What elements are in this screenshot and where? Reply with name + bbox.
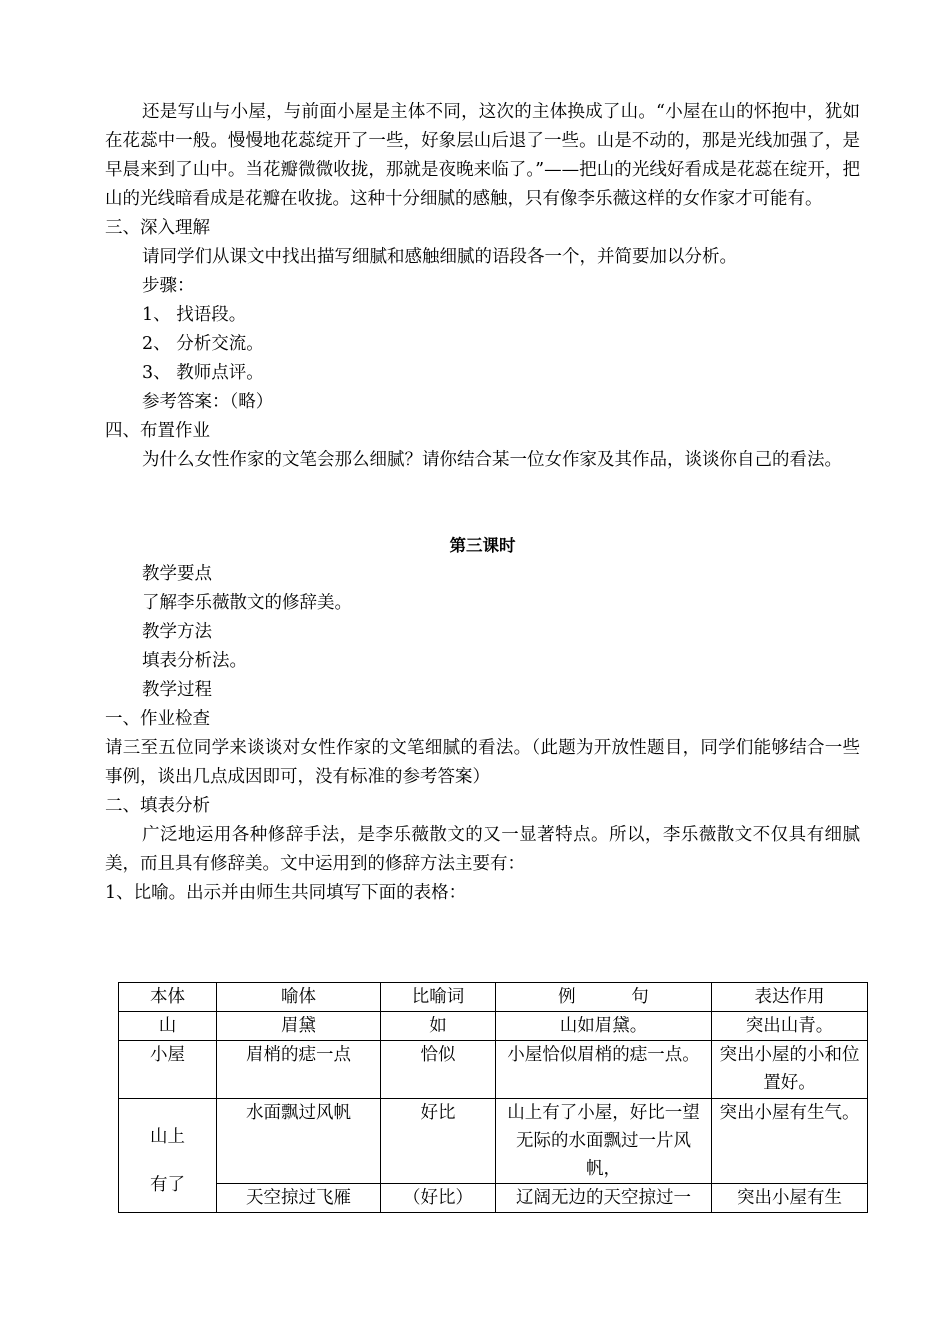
table-cell: 突出山青。 (712, 1012, 868, 1041)
table-cell-grouped (119, 1099, 217, 1213)
table-cell: 恰似 (381, 1041, 496, 1099)
table-header: 例 句 (496, 983, 712, 1012)
table-cell: 如 (381, 1012, 496, 1041)
table-cell: 山 (119, 1012, 217, 1041)
table-cell: 眉梢的痣一点 (217, 1041, 381, 1099)
homework-check-text: 请三至五位同学来谈谈对女性作家的文笔细腻的看法。（此题为开放性题目，同学们能够结合一些事例，谈出几点成因即可，没有标准的参考答案） (105, 738, 860, 787)
metaphor-item: 1、比喻。出示并由师生共同填写下面的表格： (105, 883, 467, 903)
method-label: 教学方法 (142, 622, 212, 642)
paragraph: 还是写山与小屋，与前面小屋是主体不同，这次的主体换成了山。“小屋在山的怀抱中，犹如在花蕊中一般。慢慢地花蕊绽开了一些，好象层山后退了一些。山是不动的，那是光线加强了，是早晨来到了山中。当花瓣微微收拢，那就是夜晚来临了。”——把山的光线好看成是花蕊在绽开，把山的光线暗看成是花瓣在收拢。这种十分细腻的感触，只有像李乐薇这样的女作家才可能有。 (105, 102, 860, 209)
table-cell: 水面飘过风帆 (217, 1099, 381, 1184)
section-heading: 二、填表分析 (105, 796, 210, 816)
key-points-label: 教学要点 (142, 564, 212, 584)
document-body (105, 98, 860, 908)
grouped-subject-line: 山上 (150, 1127, 185, 1147)
homework-text: 为什么女性作家的文笔会那么细腻？请你结合某一位女作家及其作品，谈谈你自己的看法。 (142, 450, 842, 470)
lesson-title: 第三课时 (449, 536, 516, 555)
table-row (119, 1099, 868, 1184)
table-cell: （好比） (381, 1184, 496, 1213)
table-header: 喻体 (217, 983, 381, 1012)
table-cell: 突出小屋有生 (712, 1184, 868, 1213)
step-item: 1、 找语段。 (142, 305, 247, 325)
table-cell: 眉黛 (217, 1012, 381, 1041)
section-heading: 四、布置作业 (105, 421, 210, 441)
answer-text: 参考答案：（略） (142, 392, 274, 412)
process-label: 教学过程 (142, 680, 212, 700)
section-heading: 一、作业检查 (105, 709, 210, 729)
table-cell: 好比 (381, 1099, 496, 1184)
table-cell: 小屋恰似眉梢的痣一点。 (496, 1041, 712, 1099)
table-cell: 突出小屋有生气。 (712, 1099, 868, 1184)
table-header-row (119, 983, 868, 1012)
table-row (119, 1041, 868, 1099)
table-header: 比喻词 (381, 983, 496, 1012)
key-points-text: 了解李乐薇散文的修辞美。 (142, 593, 352, 613)
analysis-text: 广泛地运用各种修辞手法，是李乐薇散文的又一显著特点。所以，李乐薇散文不仅具有细腻美，而且具有修辞美。文中运用到的修辞方法主要有： (105, 825, 860, 874)
steps-label: 步骤： (142, 276, 195, 296)
table-row (119, 1012, 868, 1041)
step-item: 2、 分析交流。 (142, 334, 264, 354)
table-cell: 天空掠过飞雁 (217, 1184, 381, 1213)
table-cell: 山上有了小屋，好比一望无际的水面飘过一片风帆， (496, 1099, 712, 1184)
grouped-subject-line: 有了 (150, 1175, 185, 1195)
table-cell: 山如眉黛。 (496, 1012, 712, 1041)
task-text: 请同学们从课文中找出描写细腻和感触细腻的语段各一个，并简要加以分析。 (142, 247, 737, 267)
table-row (119, 1184, 868, 1213)
metaphor-table (118, 982, 868, 1213)
method-text: 填表分析法。 (142, 651, 247, 671)
table-header: 本体 (119, 983, 217, 1012)
step-item: 3、 教师点评。 (142, 363, 264, 383)
table-cell: 辽阔无边的天空掠过一 (496, 1184, 712, 1213)
table-header: 表达作用 (712, 983, 868, 1012)
table-cell: 小屋 (119, 1041, 217, 1099)
table-cell: 突出小屋的小和位置好。 (712, 1041, 868, 1099)
section-heading: 三、深入理解 (105, 218, 210, 238)
